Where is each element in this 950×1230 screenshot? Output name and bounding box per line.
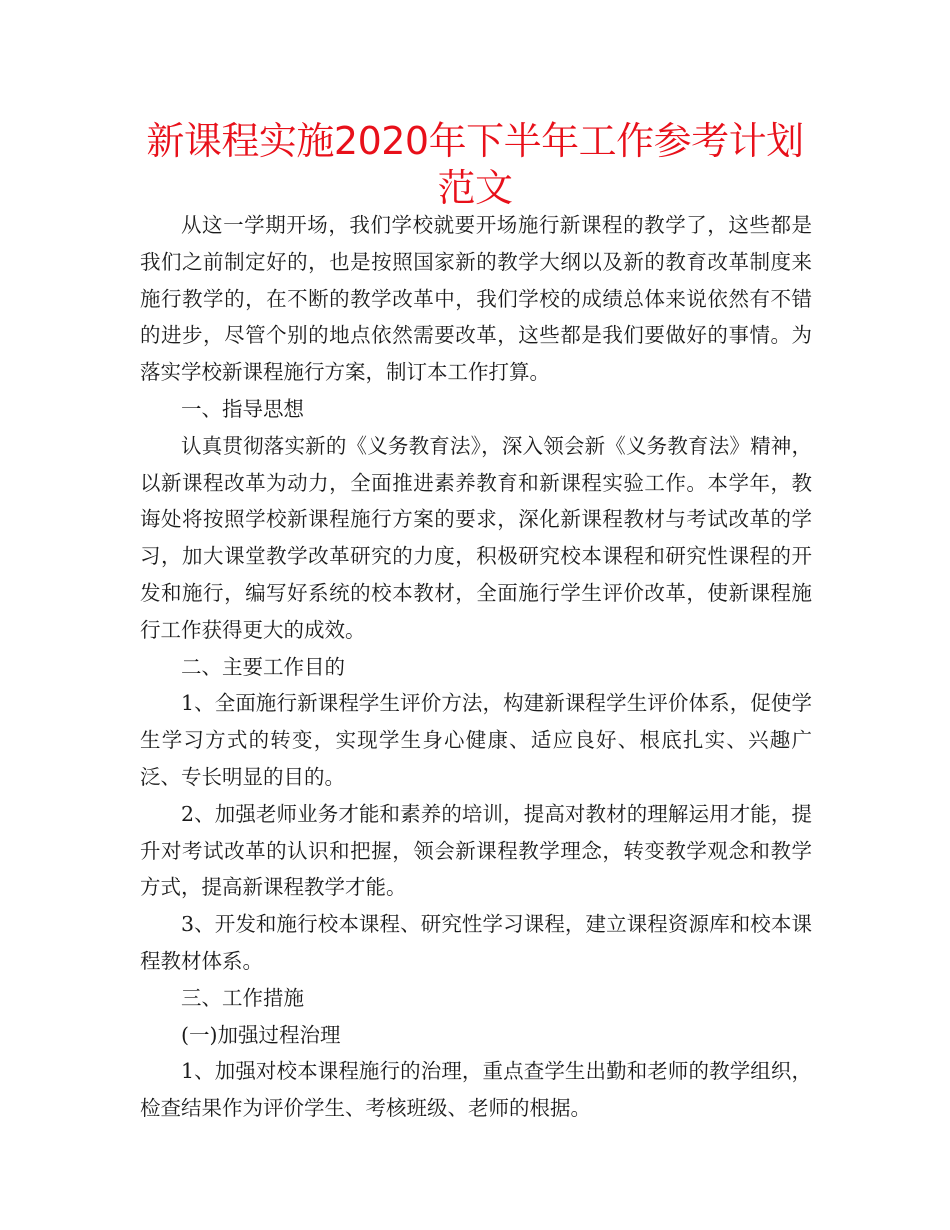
guiding-ideology-paragraph: 认真贯彻落实新的《义务教育法》，深入领会新《义务教育法》精神，以新课程改革为动力，全面推进素养教育和新课程实验工作。本学年，教诲处将按照学校新课程施行方案的要求，深化新课程教材与考试改革的学习，加大课堂教学改革研究的力度，积极研究校本课程和研究性课程的开发和施行，编写好系统的校本教材，全面施行学生评价改革，使新课程施行工作获得更大的成效。 [140, 433, 812, 642]
goal-item-3: 3、开发和施行校本课程、研究性学习课程，建立课程资源库和校本课程教材体系。 [140, 912, 812, 973]
measure-item-1: 1、加强对校本课程施行的治理，重点查学生出勤和老师的教学组织，检查结果作为评价学生、考核班级、老师的根据。 [140, 1059, 812, 1121]
document-body [140, 207, 812, 1127]
document-title: 新课程实施2020年下半年工作参考计划范文 [146, 119, 804, 210]
section-heading-guiding-ideology: 一、指导思想 [181, 396, 304, 421]
intro-paragraph: 从这一学期开场，我们学校就要开场施行新课程的教学了，这些都是我们之前制定好的，也是按照国家新的教学大纲以及新的教育改革制度来施行教学的，在不断的教学改革中，我们学校的成绩总体来说依然有不错的进步，尽管个别的地点依然需要改革，这些都是我们要做好的事情。为落实学校新课程施行方案，制订本工作打算。 [140, 213, 812, 385]
section-heading-work-measures: 三、工作措施 [181, 985, 304, 1010]
goal-item-1: 1、全面施行新课程学生评价方法，构建新课程学生评价体系，促使学生学习方式的转变，实现学生身心健康、适应良好、根底扎实、兴趣广泛、专长明显的目的。 [140, 691, 812, 789]
section-heading-main-goals: 二、主要工作目的 [181, 654, 345, 679]
goal-item-2: 2、加强老师业务才能和素养的培训，提高对教材的理解运用才能，提升对考试改革的认识和把握，领会新课程教学理念，转变教学观念和教学方式，提高新课程教学才能。 [140, 801, 812, 900]
subsection-heading-process-management: (一)加强过程治理 [181, 1022, 341, 1047]
